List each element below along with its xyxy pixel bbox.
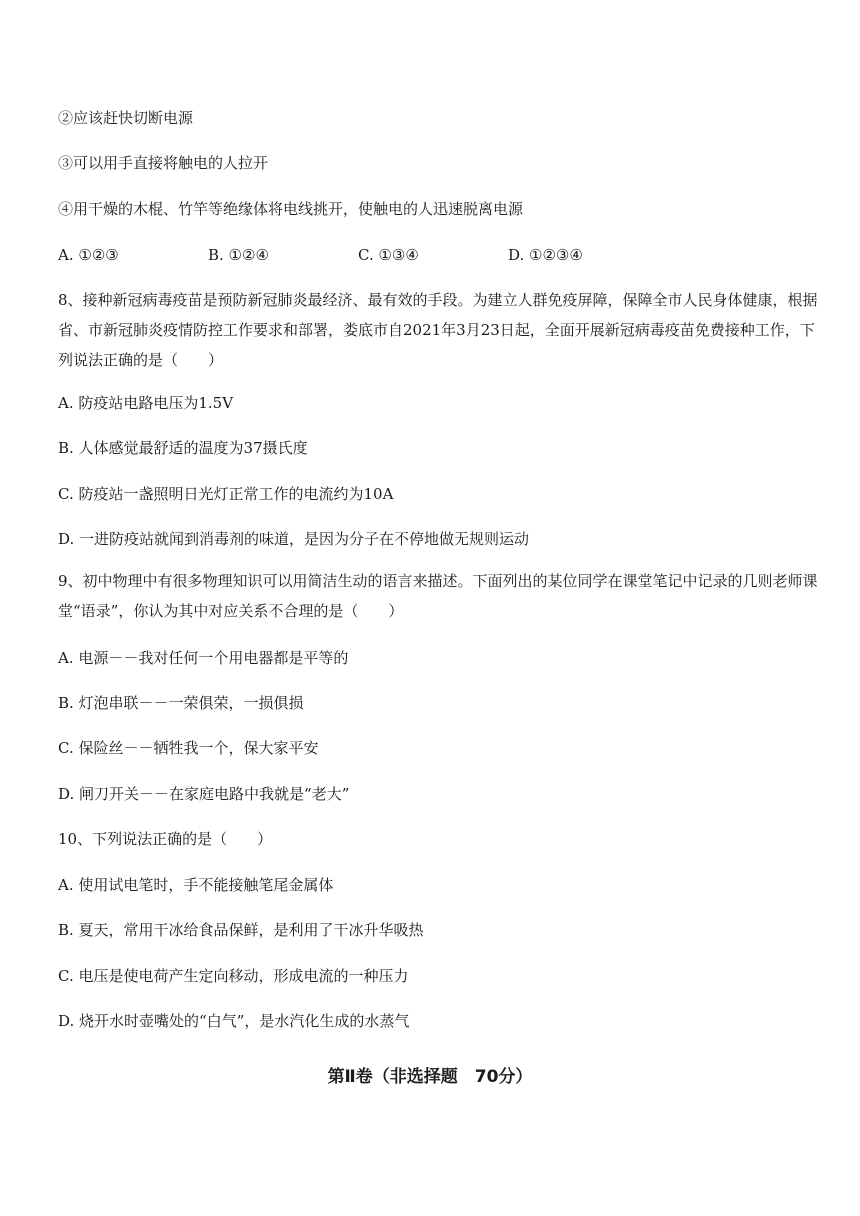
- q10-option-a: A. 使用试电笔时，手不能接触笔尾金属体: [58, 876, 334, 894]
- q10-option-d: D. 烧开水时壶嘴处的“白气”，是水汽化生成的水蒸气: [58, 1012, 410, 1030]
- q7-item-2: ②应该赶快切断电源: [58, 109, 194, 127]
- q7-option-b: B. ①②④: [208, 246, 269, 264]
- q9-option-d: D. 闸刀开关－－在家庭电路中我就是“老大”: [58, 785, 350, 803]
- q9-option-a: A. 电源－－我对任何一个用电器都是平等的: [58, 649, 349, 667]
- q10-option-c: C. 电压是使电荷产生定向移动，形成电流的一种压力: [58, 967, 409, 985]
- q7-option-a: A. ①②③: [58, 246, 119, 264]
- q10-option-b: B. 夏天，常用干冰给食品保鲜，是利用了干冰升华吸热: [58, 921, 424, 939]
- q7-option-c: C. ①③④: [358, 246, 419, 264]
- q7-item-3: ③可以用手直接将触电的人拉开: [58, 154, 269, 172]
- q9-option-c: C. 保险丝－－牺牲我一个，保大家平安: [58, 739, 319, 757]
- q9-option-b: B. 灯泡串联－－一荣俱荣，一损俱损: [58, 694, 304, 712]
- q8-stem: 8、接种新冠病毒疫苗是预防新冠肺炎最经济、最有效的手段。为建立人群免疫屏障，保障全市人民身体健康，根据省、市新冠肺炎疫情防控工作要求和部署，娄底市自2021年3月23日起，全面开展新冠病毒疫苗免费接种工作，下列说法正确的是（ ）: [58, 291, 818, 369]
- q8-option-c: C. 防疫站一盏照明日光灯正常工作的电流约为10A: [58, 485, 394, 503]
- q7-options: [58, 241, 818, 269]
- section-title: 第Ⅱ卷（非选择题 70分）: [327, 1067, 533, 1087]
- q7-option-d: D. ①②③④: [508, 246, 583, 264]
- q8-option-b: B. 人体感觉最舒适的温度为37摄氏度: [58, 439, 308, 457]
- q7-item-4: ④用干燥的木棍、竹竿等绝缘体将电线挑开，使触电的人迅速脱离电源: [58, 200, 524, 218]
- q9-stem: 9、初中物理中有很多物理知识可以用简洁生动的语言来描述。下面列出的某位同学在课堂笔记中记录的几则老师课堂“语录”，你认为其中对应关系不合理的是（ ）: [58, 572, 818, 620]
- q8-option-a: A. 防疫站电路电压为1.5V: [58, 394, 234, 412]
- q8-option-d: D. 一进防疫站就闻到消毒剂的味道，是因为分子在不停地做无规则运动: [58, 530, 530, 548]
- q10-stem: 10、下列说法正确的是（ ）: [58, 830, 273, 848]
